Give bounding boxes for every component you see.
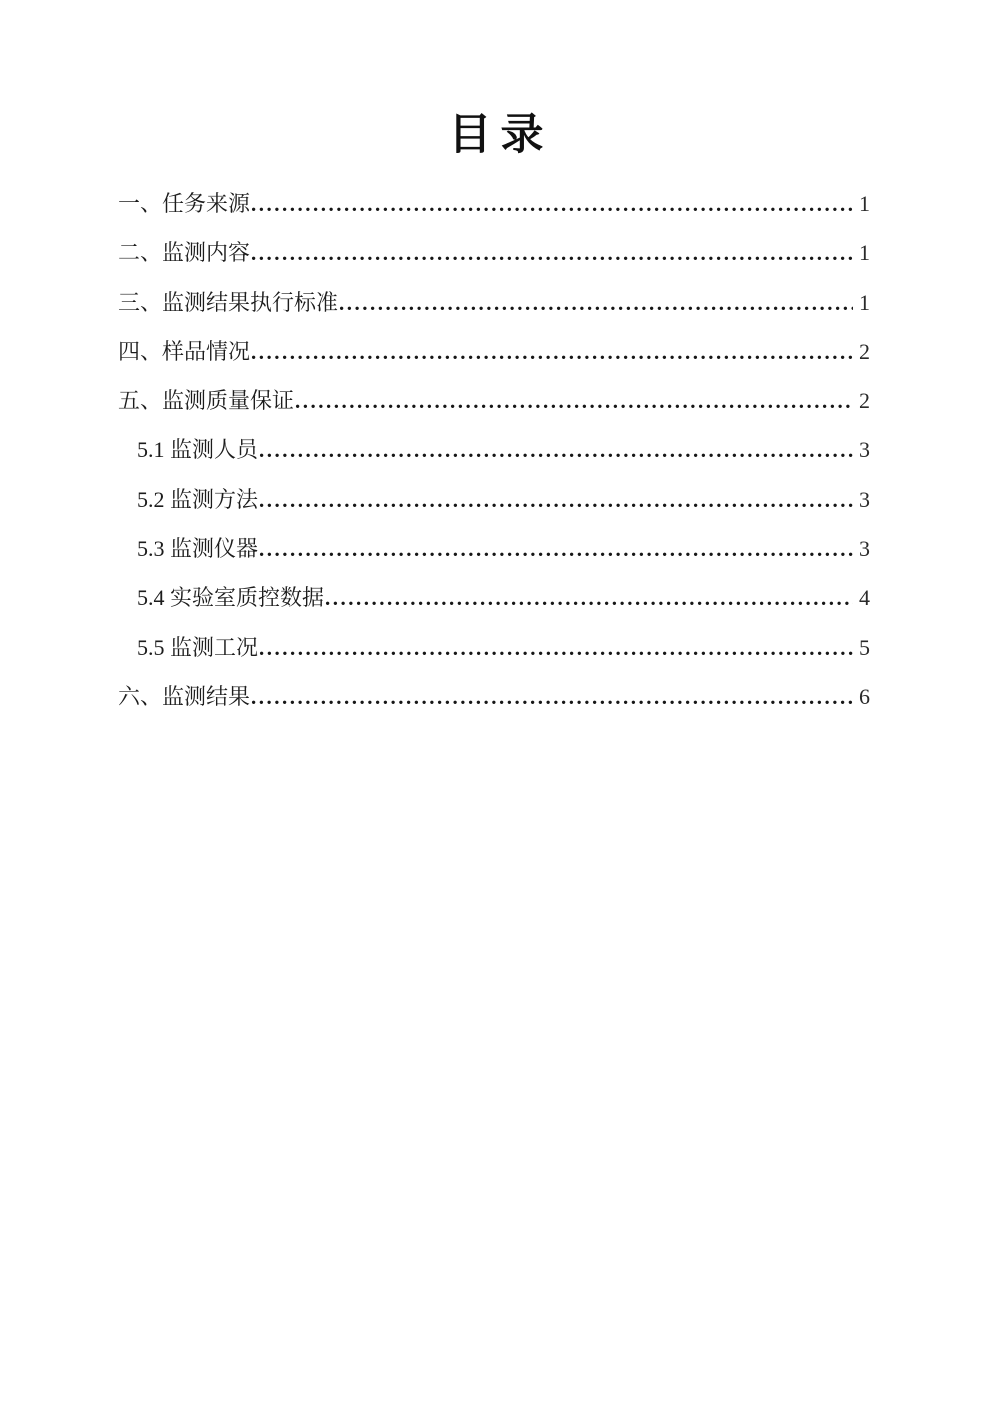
toc-dot-leader xyxy=(251,683,853,711)
dot-leader-fill xyxy=(295,387,853,415)
toc-entry-label: 一、任务来源 xyxy=(118,191,251,216)
toc-page-number: 2 xyxy=(859,388,870,414)
dot-leader-fill xyxy=(325,584,853,612)
toc-entry-label: 5.3 监测仪器 xyxy=(137,536,259,562)
toc-entry[interactable] xyxy=(118,239,870,267)
page-title: 目录 xyxy=(448,112,553,159)
toc-dot-leader xyxy=(259,535,853,563)
dot-leader-fill xyxy=(251,683,853,711)
toc-dot-leader xyxy=(325,584,853,612)
toc-dot-leader xyxy=(295,387,853,415)
toc-dot-leader xyxy=(251,239,853,267)
dot-leader-fill xyxy=(339,289,853,317)
toc-entry-label: 5.4 实验室质控数据 xyxy=(137,585,325,611)
toc-page-number: 1 xyxy=(859,289,870,315)
toc-entry[interactable] xyxy=(118,584,870,612)
toc-dot-leader xyxy=(259,436,853,464)
toc-dot-leader xyxy=(259,486,853,514)
toc-entry[interactable] xyxy=(118,634,870,662)
toc-page-number: 6 xyxy=(859,683,870,709)
toc-dot-leader xyxy=(339,289,853,317)
toc-entry[interactable] xyxy=(118,289,870,317)
toc-entry[interactable] xyxy=(118,436,870,464)
toc-entry-label: 五、监测质量保证 xyxy=(118,388,295,414)
toc-dot-leader xyxy=(251,338,853,366)
toc-entry-label: 5.2 监测方法 xyxy=(137,486,259,512)
dot-leader-fill xyxy=(251,239,853,267)
dot-leader-fill xyxy=(259,486,853,514)
toc-entry[interactable] xyxy=(118,338,870,366)
toc-page-number: 3 xyxy=(859,437,870,463)
dot-leader-fill xyxy=(259,436,853,464)
toc-page-number: 2 xyxy=(859,338,870,364)
toc-entry-label: 二、监测内容 xyxy=(118,240,251,266)
toc-entry[interactable] xyxy=(118,387,870,415)
toc-entry-label: 四、样品情况 xyxy=(118,338,251,364)
toc-entry-label: 六、监测结果 xyxy=(118,683,251,709)
dot-leader-fill xyxy=(259,634,853,662)
dot-leader-fill xyxy=(251,190,853,218)
toc-entry-label: 5.5 监测工况 xyxy=(137,634,259,660)
toc-page-number: 3 xyxy=(859,486,870,512)
toc-entry[interactable] xyxy=(118,683,870,711)
toc-dot-leader xyxy=(259,634,853,662)
toc-page-number: 5 xyxy=(859,634,870,660)
dot-leader-fill xyxy=(251,338,853,366)
toc-entry[interactable] xyxy=(118,535,870,563)
toc-page-number: 3 xyxy=(859,536,870,562)
dot-leader-fill xyxy=(259,535,853,563)
table-of-contents xyxy=(0,190,992,711)
toc-entry-label: 三、监测结果执行标准 xyxy=(118,289,339,315)
toc-page-number: 1 xyxy=(859,191,870,216)
toc-dot-leader xyxy=(251,190,853,218)
toc-page-number: 1 xyxy=(859,240,870,266)
toc-entry[interactable] xyxy=(118,486,870,514)
toc-entry-label: 5.1 监测人员 xyxy=(137,437,259,463)
toc-page-number: 4 xyxy=(859,585,870,611)
toc-entry[interactable] xyxy=(118,190,870,218)
